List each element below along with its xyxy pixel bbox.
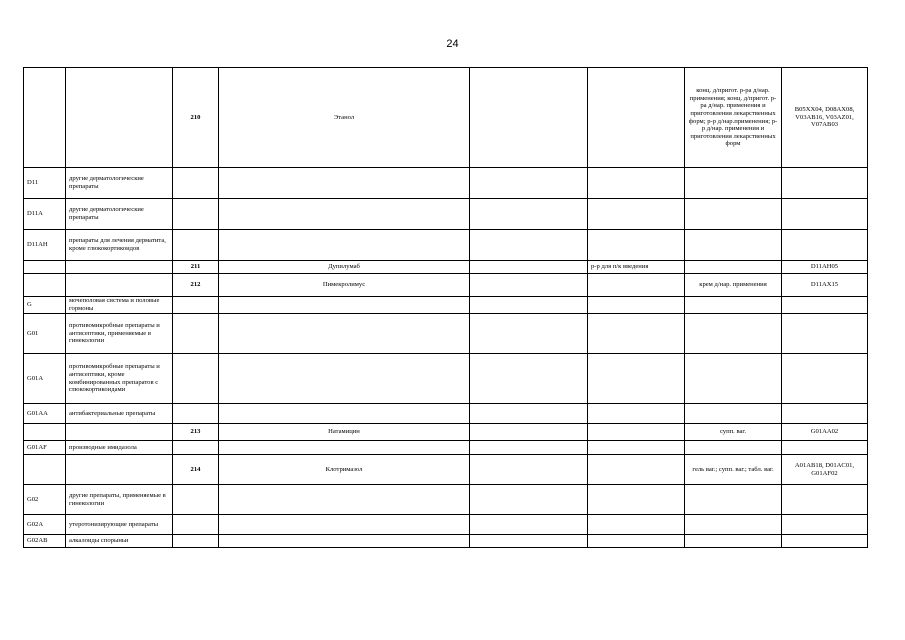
group-name-cell — [66, 455, 173, 485]
atc-code-cell — [24, 68, 66, 168]
atc-code-cell: B05XX04, D08AX08, V03AB16, V03AZ01, V07AB03 — [782, 68, 868, 168]
drug-name-cell — [219, 199, 470, 230]
drug-list-table — [23, 67, 868, 548]
empty-cell — [470, 199, 588, 230]
empty-cell — [470, 404, 588, 424]
drug-name-cell — [219, 404, 470, 424]
empty-cell — [470, 314, 588, 354]
drug-name-cell: Натамицин — [219, 424, 470, 441]
dosage-form-cell: р-р для п/к введения — [588, 261, 685, 274]
dosage-form-cell — [588, 314, 685, 354]
dosage-form-cell — [588, 230, 685, 261]
table-row — [24, 297, 868, 314]
dosage-form-cell — [588, 297, 685, 314]
atc-code-cell: G02AB — [24, 535, 66, 548]
atc-code-cell: A01AB18, D01AC01, G01AF02 — [782, 455, 868, 485]
group-name-cell: мочеполовая система и половые гормоны — [66, 297, 173, 314]
atc-code-cell: G01AA — [24, 404, 66, 424]
empty-cell — [470, 424, 588, 441]
item-number-cell — [173, 297, 219, 314]
atc-code-cell — [782, 441, 868, 455]
item-number-cell: 214 — [173, 455, 219, 485]
group-name-cell: препараты для лечения дерматита, кроме глюкокортикоидов — [66, 230, 173, 261]
atc-code-cell: G02A — [24, 515, 66, 535]
dosage-form-cell — [588, 274, 685, 297]
empty-cell — [470, 168, 588, 199]
drug-name-cell — [219, 535, 470, 548]
table-body — [24, 68, 868, 548]
empty-cell — [470, 261, 588, 274]
item-number-cell — [173, 515, 219, 535]
drug-name-cell — [219, 515, 470, 535]
atc-code-cell — [782, 354, 868, 404]
empty-cell — [470, 485, 588, 515]
dosage-form-cell — [685, 314, 782, 354]
group-name-cell: другие дерматологические препараты — [66, 199, 173, 230]
table-row — [24, 354, 868, 404]
group-name-cell: антибактериальные препараты — [66, 404, 173, 424]
group-name-cell: алкалоиды спорыньи — [66, 535, 173, 548]
dosage-form-cell — [588, 485, 685, 515]
dosage-form-cell — [685, 515, 782, 535]
atc-code-cell — [782, 297, 868, 314]
group-name-cell: противомикробные препараты и антисептики, кроме комбинированных препаратов с глюкокортикоидами — [66, 354, 173, 404]
atc-code-cell — [782, 314, 868, 354]
item-number-cell: 210 — [173, 68, 219, 168]
dosage-form-cell — [588, 424, 685, 441]
dosage-form-cell: гель ваг.; супп. ваг.; табл. ваг. — [685, 455, 782, 485]
group-name-cell — [66, 424, 173, 441]
dosage-form-cell — [588, 455, 685, 485]
item-number-cell — [173, 168, 219, 199]
empty-cell — [470, 274, 588, 297]
atc-code-cell — [782, 230, 868, 261]
drug-name-cell — [219, 354, 470, 404]
atc-code-cell: G01 — [24, 314, 66, 354]
table-row — [24, 261, 868, 274]
dosage-form-cell — [588, 68, 685, 168]
drug-name-cell: Этанол — [219, 68, 470, 168]
item-number-cell: 211 — [173, 261, 219, 274]
empty-cell — [470, 354, 588, 404]
item-number-cell — [173, 441, 219, 455]
dosage-form-cell — [685, 261, 782, 274]
dosage-form-cell — [685, 354, 782, 404]
atc-code-cell: G — [24, 297, 66, 314]
atc-code-cell: G01AF — [24, 441, 66, 455]
empty-cell — [470, 230, 588, 261]
item-number-cell — [173, 404, 219, 424]
atc-code-cell: G02 — [24, 485, 66, 515]
group-name-cell — [66, 261, 173, 274]
drug-name-cell — [219, 230, 470, 261]
dosage-form-cell — [685, 535, 782, 548]
dosage-form-cell — [685, 199, 782, 230]
dosage-form-cell — [588, 441, 685, 455]
group-name-cell: другие препараты, применяемые в гинекологии — [66, 485, 173, 515]
item-number-cell — [173, 314, 219, 354]
group-name-cell — [66, 274, 173, 297]
item-number-cell — [173, 485, 219, 515]
dosage-form-cell — [588, 199, 685, 230]
group-name-cell — [66, 68, 173, 168]
empty-cell — [470, 515, 588, 535]
atc-code-cell — [782, 168, 868, 199]
dosage-form-cell — [685, 168, 782, 199]
item-number-cell: 212 — [173, 274, 219, 297]
atc-code-cell — [782, 515, 868, 535]
drug-name-cell: Клотримазол — [219, 455, 470, 485]
item-number-cell — [173, 199, 219, 230]
atc-code-cell — [24, 274, 66, 297]
dosage-form-cell — [588, 168, 685, 199]
dosage-form-cell: супп. ваг. — [685, 424, 782, 441]
drug-name-cell — [219, 297, 470, 314]
table-row — [24, 455, 868, 485]
empty-cell — [470, 297, 588, 314]
page-number: 24 — [446, 38, 459, 50]
table-row — [24, 404, 868, 424]
atc-code-cell: G01AA02 — [782, 424, 868, 441]
atc-code-cell — [782, 535, 868, 548]
table-row — [24, 230, 868, 261]
empty-cell — [470, 455, 588, 485]
table-row — [24, 424, 868, 441]
dosage-form-cell — [685, 441, 782, 455]
atc-code-cell — [782, 485, 868, 515]
group-name-cell: производные имидазола — [66, 441, 173, 455]
drug-name-cell — [219, 441, 470, 455]
item-number-cell — [173, 230, 219, 261]
empty-cell — [470, 68, 588, 168]
table-row — [24, 314, 868, 354]
group-name-cell: утеротонизирующие препараты — [66, 515, 173, 535]
table-row — [24, 168, 868, 199]
atc-code-cell: D11 — [24, 168, 66, 199]
dosage-form-cell — [685, 230, 782, 261]
group-name-cell: другие дерматологические препараты — [66, 168, 173, 199]
atc-code-cell: D11AH — [24, 230, 66, 261]
atc-code-cell — [782, 404, 868, 424]
drug-name-cell — [219, 168, 470, 199]
table-row — [24, 199, 868, 230]
dosage-form-cell — [588, 515, 685, 535]
dosage-form-cell: конц. д/пригот. р-ра д/нар. применения; конц. д/пригот. р-ра д/нар. применения и приготовления лекарственных форм; р-р д/нар.применения; р-р д/нар. применения и приготовления лекарственных форм — [685, 68, 782, 168]
table-row — [24, 68, 868, 168]
atc-code-cell: D11AH05 — [782, 261, 868, 274]
empty-cell — [470, 535, 588, 548]
table-row — [24, 441, 868, 455]
dosage-form-cell: крем д/нар. применения — [685, 274, 782, 297]
dosage-form-cell — [685, 404, 782, 424]
group-name-cell: противомикробные препараты и антисептики, применяемые в гинекологии — [66, 314, 173, 354]
item-number-cell — [173, 354, 219, 404]
table-row — [24, 485, 868, 515]
atc-code-cell — [24, 261, 66, 274]
dosage-form-cell — [588, 354, 685, 404]
drug-name-cell: Дупилумаб — [219, 261, 470, 274]
dosage-form-cell — [588, 404, 685, 424]
table-row — [24, 515, 868, 535]
atc-code-cell — [24, 455, 66, 485]
dosage-form-cell — [685, 297, 782, 314]
drug-name-cell: Пимекролимус — [219, 274, 470, 297]
atc-code-cell — [24, 424, 66, 441]
atc-code-cell: G01A — [24, 354, 66, 404]
table-row — [24, 274, 868, 297]
drug-name-cell — [219, 314, 470, 354]
item-number-cell — [173, 535, 219, 548]
dosage-form-cell — [588, 535, 685, 548]
drug-name-cell — [219, 485, 470, 515]
empty-cell — [470, 441, 588, 455]
item-number-cell: 213 — [173, 424, 219, 441]
table-row — [24, 535, 868, 548]
dosage-form-cell — [685, 485, 782, 515]
atc-code-cell: D11AX15 — [782, 274, 868, 297]
atc-code-cell: D11A — [24, 199, 66, 230]
atc-code-cell — [782, 199, 868, 230]
